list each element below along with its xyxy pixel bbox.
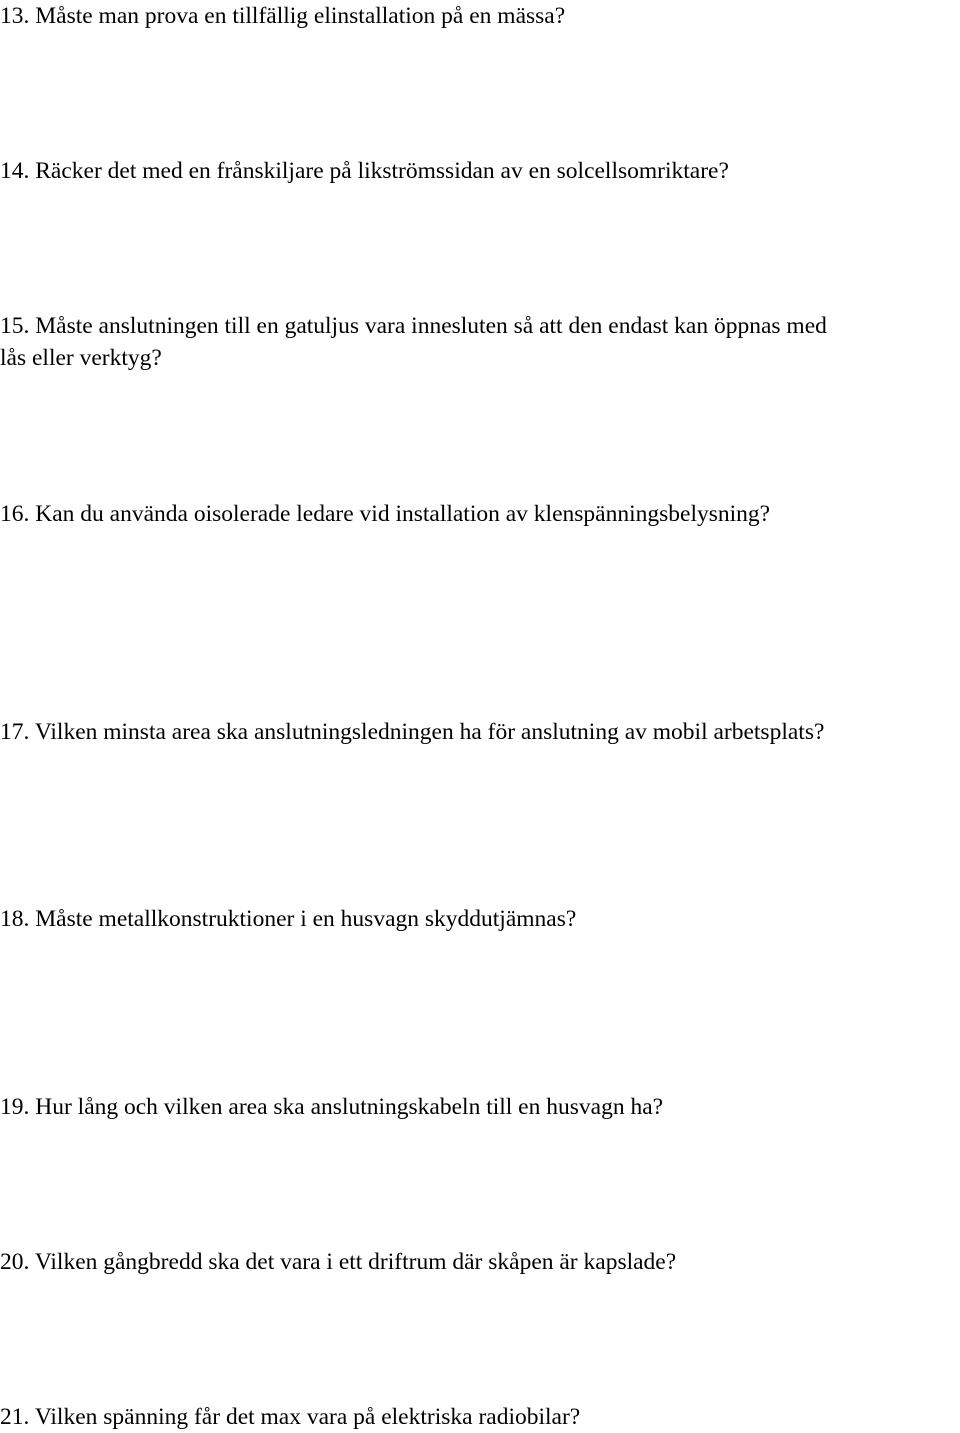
question-text: Vilken minsta area ska anslutningsledningen ha för anslutning av mobil arbetsplats? — [34, 719, 825, 745]
question-text: Måste anslutningen till en gatuljus vara innesluten så att den endast kan öppnas med — [35, 313, 827, 339]
question-number: 21. — [0, 1404, 30, 1430]
question-text: Kan du använda oisolerade ledare vid installation av klenspänningsbelysning? — [35, 501, 771, 527]
question-text: Måste metallkonstruktioner i en husvagn skyddutjämnas? — [35, 906, 577, 932]
question-14 — [0, 155, 960, 187]
question-number: 20. — [0, 1249, 30, 1275]
question-text: Måste man prova en tillfällig elinstallation på en mässa? — [35, 3, 566, 29]
question-number: 17. — [0, 719, 30, 745]
question-20 — [0, 1246, 960, 1278]
question-17 — [0, 716, 960, 748]
question-text: Vilken gångbredd ska det vara i ett driftrum där skåpen är kapslade? — [34, 1249, 677, 1275]
question-text-continuation: lås eller verktyg? — [0, 345, 162, 371]
question-13 — [0, 0, 960, 32]
question-number: 18. — [0, 906, 30, 932]
question-number: 16. — [0, 501, 30, 527]
question-21 — [0, 1401, 960, 1433]
question-16 — [0, 498, 960, 530]
question-text: Hur lång och vilken area ska anslutningskabeln till en husvagn ha? — [35, 1094, 664, 1120]
question-19 — [0, 1091, 960, 1123]
question-number: 13. — [0, 3, 30, 29]
question-number: 15. — [0, 313, 30, 339]
question-text: Räcker det med en frånskiljare på likströmssidan av en solcellsomriktare? — [35, 158, 729, 184]
question-text: Vilken spänning får det max vara på elektriska radiobilar? — [34, 1404, 581, 1430]
question-number: 14. — [0, 158, 30, 184]
question-number: 19. — [0, 1094, 30, 1120]
question-15 — [0, 310, 960, 374]
question-18 — [0, 903, 960, 935]
